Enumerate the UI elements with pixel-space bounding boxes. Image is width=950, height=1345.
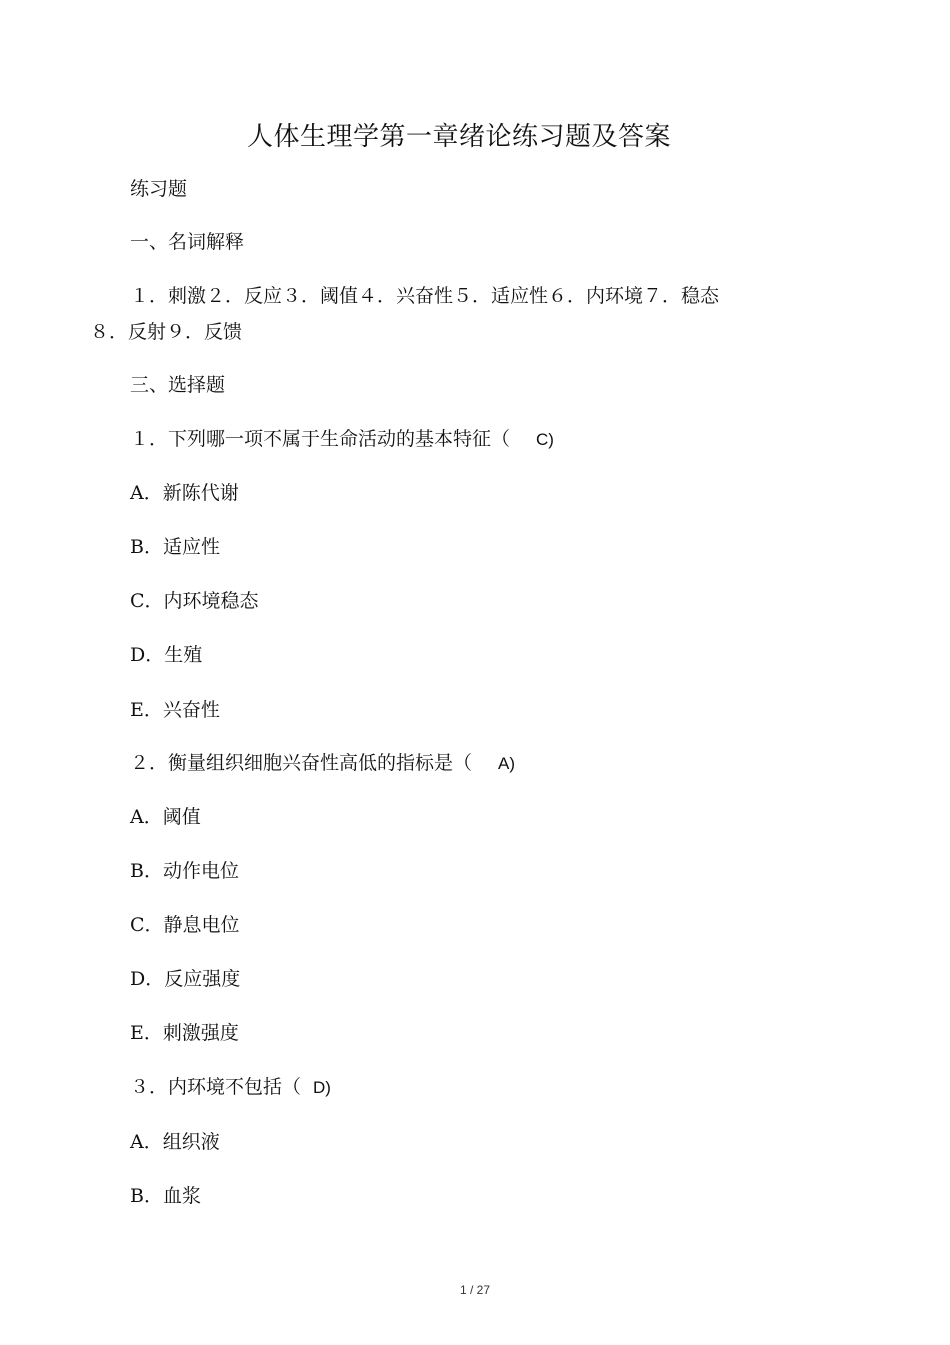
question-2-option-e: E．刺激强度	[130, 1022, 239, 1044]
question-1-answer: C)	[536, 430, 554, 449]
question-1-stem: １．下列哪一项不属于生命活动的基本特征（	[130, 428, 511, 450]
question-2-answer: A)	[498, 754, 516, 773]
question-3-option-b: B．血浆	[130, 1185, 201, 1207]
question-2-option-d: D．反应强度	[130, 968, 241, 990]
question-2-option-a: A．阈值	[130, 806, 201, 828]
section-heading-choice: 三、选择题	[130, 374, 226, 396]
section-heading-terms: 一、名词解释	[130, 231, 245, 253]
terms-list-line-1: １．刺激２．反应３．阈值４．兴奋性５．适应性６．内环境７．稳态	[130, 285, 720, 307]
terms-list-line-2: ８．反射９．反馈	[90, 321, 243, 343]
question-3-answer: D)	[313, 1078, 331, 1097]
question-1-option-e: E．兴奋性	[130, 699, 220, 721]
page-title: 人体生理学第一章绪论练习题及答案	[246, 122, 671, 152]
question-2-option-b: B．动作电位	[130, 860, 239, 882]
question-1-option-a: A．新陈代谢	[130, 482, 239, 504]
question-2-stem: ２．衡量组织细胞兴奋性高低的指标是（	[130, 752, 473, 774]
question-3	[130, 1075, 331, 1100]
question-1-option-b: B．适应性	[130, 536, 220, 558]
question-2	[130, 751, 515, 776]
question-1	[130, 427, 554, 452]
section-heading-practice: 练习题	[130, 178, 188, 200]
question-1-option-d: D．生殖	[130, 644, 203, 666]
question-3-option-a: A．组织液	[130, 1131, 220, 1153]
page-indicator: 1 / 27	[459, 1283, 491, 1297]
question-1-option-c: C．内环境稳态	[130, 590, 259, 612]
question-2-option-c: C．静息电位	[130, 914, 240, 936]
question-3-stem: ３．内环境不包括（	[130, 1076, 302, 1098]
